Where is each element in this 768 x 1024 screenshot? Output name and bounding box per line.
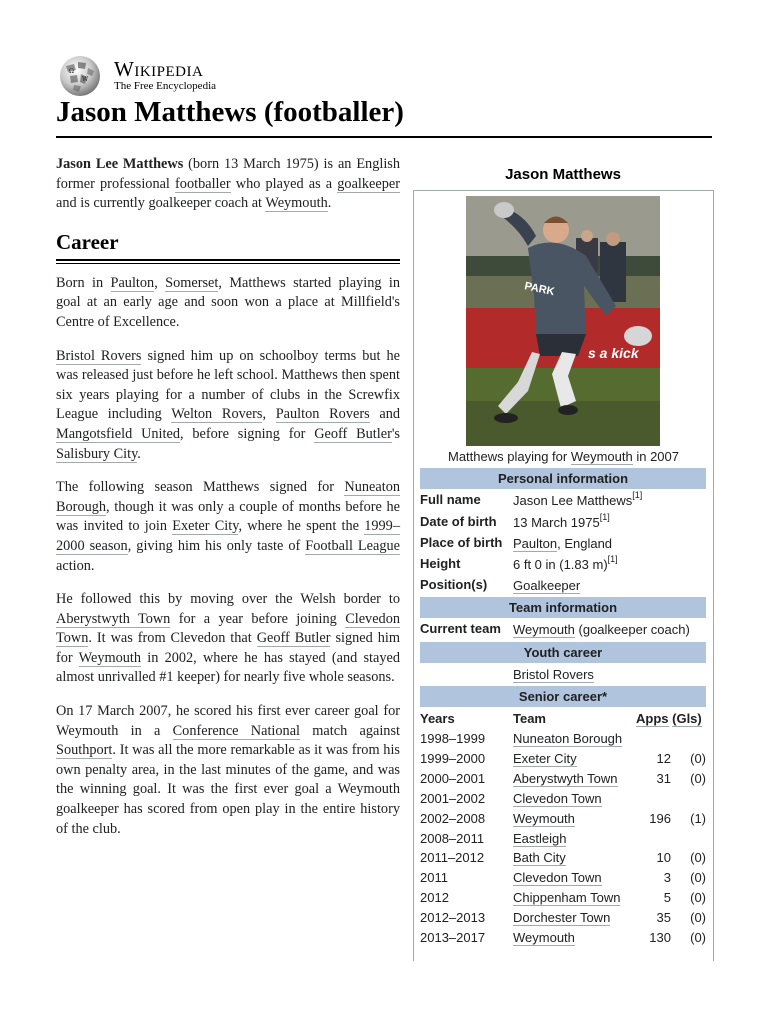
position-link[interactable]: Goalkeeper bbox=[513, 578, 581, 593]
career-row-apps: 3 bbox=[663, 870, 671, 885]
wikipedia-wordmark: Wikipedia bbox=[114, 57, 204, 81]
senior-career-header: Senior career* bbox=[420, 686, 706, 707]
title-divider bbox=[56, 136, 712, 138]
career-row-goals: (0) bbox=[690, 850, 706, 865]
photo-caption: Matthews playing for Weymouth in 2007 bbox=[447, 449, 679, 464]
career-row-apps: 5 bbox=[663, 890, 671, 905]
career-row-goals: (1) bbox=[690, 811, 706, 826]
career-row-team-link[interactable]: Chippenham Town bbox=[513, 890, 621, 905]
career-heading: Career bbox=[56, 229, 119, 254]
height-value: 6 ft 0 in (1.83 m)[1] bbox=[513, 554, 618, 572]
date-of-birth-ref[interactable]: [1] bbox=[599, 512, 610, 522]
career-row-team-link[interactable]: Eastleigh bbox=[513, 831, 567, 846]
col-apps-link[interactable]: Apps bbox=[636, 711, 669, 726]
career-paragraph-2: Bristol Rovers signed him up on schoolboy terms but he was released just before he left school. Matthews then spent six years playing for a number of clubs in the Screwfix League including Welton Rovers, Paulton Rovers and Mangotsfield United, before signing for Geoff Butler's Salisbury City. bbox=[56, 347, 401, 462]
career-row-apps: 130 bbox=[649, 930, 671, 945]
link-footballer[interactable]: footballer bbox=[175, 175, 231, 192]
height-label: Height bbox=[420, 556, 461, 571]
career-row-apps: 31 bbox=[656, 771, 671, 786]
career-row-years: 2002–2008 bbox=[420, 811, 486, 826]
career-row-team-link[interactable]: Dorchester Town bbox=[513, 910, 611, 925]
career-heading-divider bbox=[56, 259, 400, 264]
career-row-goals: (0) bbox=[690, 910, 706, 925]
place-of-birth-link[interactable]: Paulton bbox=[513, 536, 558, 551]
player-photo-image bbox=[466, 196, 660, 446]
intro-paragraph: Jason Lee Matthews (born 13 March 1975) is an English former professional footballer who played as a goalkeeper and is currently goalkeeper coach at Weymouth. bbox=[56, 156, 401, 212]
career-row-team-link[interactable]: Exeter City bbox=[513, 751, 577, 766]
infobox bbox=[413, 190, 714, 961]
col-team-header: Team bbox=[513, 711, 546, 726]
date-of-birth-value: 13 March 1975[1] bbox=[513, 512, 610, 530]
link-1999-2000-season[interactable]: 1999–2000 season bbox=[56, 518, 400, 554]
link-southport[interactable]: Southport bbox=[56, 742, 113, 759]
col-years-header: Years bbox=[420, 711, 455, 726]
career-row-years: 2013–2017 bbox=[420, 930, 486, 945]
link-nuneaton-borough[interactable]: Nuneaton Borough bbox=[56, 479, 400, 515]
career-paragraph-4: He followed this by moving over the Welsh border to Aberystwyth Town for a year before joining Clevedon Town. It was from Clevedon that Geoff Butler signed him for Weymouth in 2002, where he has stayed (and stayed almost unrivalled #1 keeper) for nearly five whole seasons. bbox=[56, 591, 400, 686]
career-row-years: 2011 bbox=[420, 870, 448, 885]
link-football-league[interactable]: Football League bbox=[305, 537, 400, 554]
link-mangotsfield-united[interactable]: Mangotsfield United bbox=[56, 425, 180, 442]
link-somerset[interactable]: Somerset bbox=[165, 274, 219, 291]
career-row-apps: 10 bbox=[656, 850, 671, 865]
career-row-team-link[interactable]: Weymouth bbox=[513, 930, 575, 945]
link-salisbury-city[interactable]: Salisbury City bbox=[56, 445, 138, 462]
link-geoff-butler[interactable]: Geoff Butler bbox=[314, 425, 392, 442]
career-row-goals: (0) bbox=[690, 751, 706, 766]
height-ref[interactable]: [1] bbox=[607, 554, 618, 564]
photo-banner-text-2: s a kick bbox=[588, 345, 639, 361]
svg-text:W: W bbox=[82, 76, 89, 83]
career-row-years: 2011–2012 bbox=[420, 850, 485, 865]
link-goalkeeper[interactable]: goalkeeper bbox=[337, 175, 400, 192]
link-geoff-butler-2[interactable]: Geoff Butler bbox=[256, 630, 331, 647]
career-row-team bbox=[513, 870, 602, 885]
player-photo[interactable] bbox=[466, 196, 660, 446]
career-row-apps: 12 bbox=[656, 751, 671, 766]
link-welton-rovers[interactable]: Welton Rovers bbox=[171, 406, 263, 423]
career-row-team bbox=[513, 910, 610, 925]
col-apps-gls-header bbox=[636, 711, 702, 726]
position-value bbox=[513, 578, 580, 593]
wikipedia-logo[interactable] bbox=[56, 54, 256, 98]
career-row-team bbox=[513, 731, 622, 746]
youth-team-value bbox=[513, 667, 594, 682]
current-team-value: Weymouth (goalkeeper coach) bbox=[513, 622, 690, 637]
page-title: Jason Matthews (footballer) bbox=[56, 96, 404, 128]
place-of-birth-label: Place of birth bbox=[420, 535, 503, 550]
career-row-team bbox=[513, 771, 618, 786]
link-paulton-rovers[interactable]: Paulton Rovers bbox=[275, 406, 370, 423]
career-paragraph-3: The following season Matthews signed for Nuneaton Borough, though it was only a couple of months before he was invited to join Exeter City, where he spent the 1999–2000 season, giving him his only taste of Football League action. bbox=[56, 479, 400, 574]
date-of-birth-label: Date of birth bbox=[420, 514, 497, 529]
career-row-goals: (0) bbox=[690, 890, 706, 905]
career-row-goals: (0) bbox=[690, 930, 706, 945]
career-row-goals: (0) bbox=[690, 771, 706, 786]
link-paulton[interactable]: Paulton bbox=[110, 274, 155, 291]
career-row-years: 2012 bbox=[420, 890, 449, 905]
career-row-team-link[interactable]: Clevedon Town bbox=[513, 870, 602, 885]
photo-caption-link-weymouth[interactable]: Weymouth bbox=[570, 449, 633, 464]
career-row-years: 2012–2013 bbox=[420, 910, 486, 925]
career-paragraph-1: Born in Paulton, Somerset, Matthews started playing in goal at an early age and soon won a place at Millfield's Centre of Excellence. bbox=[56, 274, 400, 330]
intro-bold-name: Jason Lee Matthews bbox=[56, 156, 184, 172]
full-name-value: Jason Lee Matthews[1] bbox=[513, 490, 643, 508]
career-row-team-link[interactable]: Bath City bbox=[513, 850, 566, 865]
place-of-birth-value: Paulton, England bbox=[513, 536, 613, 551]
link-weymouth-2[interactable]: Weymouth bbox=[78, 649, 142, 666]
wikipedia-globe-icon bbox=[56, 54, 104, 98]
col-gls-link[interactable]: (Gls) bbox=[672, 711, 702, 726]
career-row-team-link[interactable]: Aberystwyth Town bbox=[513, 771, 618, 786]
link-clevedon-town[interactable]: Clevedon Town bbox=[56, 610, 400, 647]
career-row-team-link[interactable]: Nuneaton Borough bbox=[513, 731, 623, 746]
career-row-team-link[interactable]: Weymouth bbox=[513, 811, 575, 826]
career-row-team bbox=[513, 791, 602, 806]
youth-team-link[interactable]: Bristol Rovers bbox=[513, 667, 594, 682]
personal-information-header: Personal information bbox=[420, 468, 706, 489]
career-row-team bbox=[513, 831, 566, 846]
career-row-years: 2000–2001 bbox=[420, 771, 486, 786]
svg-text:Ω: Ω bbox=[69, 68, 74, 75]
career-row-team bbox=[513, 811, 575, 826]
career-row-team bbox=[513, 751, 577, 766]
link-weymouth[interactable]: Weymouth bbox=[265, 195, 328, 212]
career-row-years: 2008–2011 bbox=[420, 831, 485, 846]
position-label: Position(s) bbox=[420, 577, 488, 592]
link-bristol-rovers[interactable]: Bristol Rovers bbox=[56, 347, 142, 364]
team-information-header: Team information bbox=[420, 597, 706, 618]
career-row-goals: (0) bbox=[690, 870, 706, 885]
career-row-team bbox=[513, 890, 620, 905]
career-row-years: 1998–1999 bbox=[420, 731, 486, 746]
career-row-team bbox=[513, 930, 575, 945]
link-conference-national[interactable]: Conference National bbox=[172, 722, 301, 739]
career-row-apps: 196 bbox=[649, 811, 671, 826]
full-name-label: Full name bbox=[420, 492, 481, 507]
full-name-ref[interactable]: [1] bbox=[632, 490, 643, 500]
photo-shirt-text: PARK bbox=[523, 280, 556, 299]
career-row-years: 1999–2000 bbox=[420, 751, 486, 766]
youth-career-header: Youth career bbox=[420, 642, 706, 663]
infobox-title: Jason Matthews bbox=[505, 166, 621, 183]
article-body bbox=[56, 155, 400, 853]
current-team-label: Current team bbox=[420, 621, 501, 636]
career-row-apps: 35 bbox=[656, 910, 671, 925]
career-paragraph-5: On 17 March 2007, he scored his first ever career goal for Weymouth in a Conference National match against Southport. It was all the more remarkable as it was from his own penalty area, in the last minutes of the game, and was the winning goal. It was the first ever goal a Weymouth goalkeeper has scored from open play in the entire history of the club. bbox=[56, 703, 400, 837]
career-row-team-link[interactable]: Clevedon Town bbox=[513, 791, 602, 806]
link-aberystwyth-town[interactable]: Aberystwyth Town bbox=[56, 610, 171, 627]
career-row-team bbox=[513, 850, 566, 865]
current-team-link[interactable]: Weymouth bbox=[513, 622, 575, 637]
wikipedia-tagline: The Free Encyclopedia bbox=[114, 80, 217, 92]
career-row-years: 2001–2002 bbox=[420, 791, 486, 806]
link-exeter-city[interactable]: Exeter City bbox=[172, 518, 239, 535]
